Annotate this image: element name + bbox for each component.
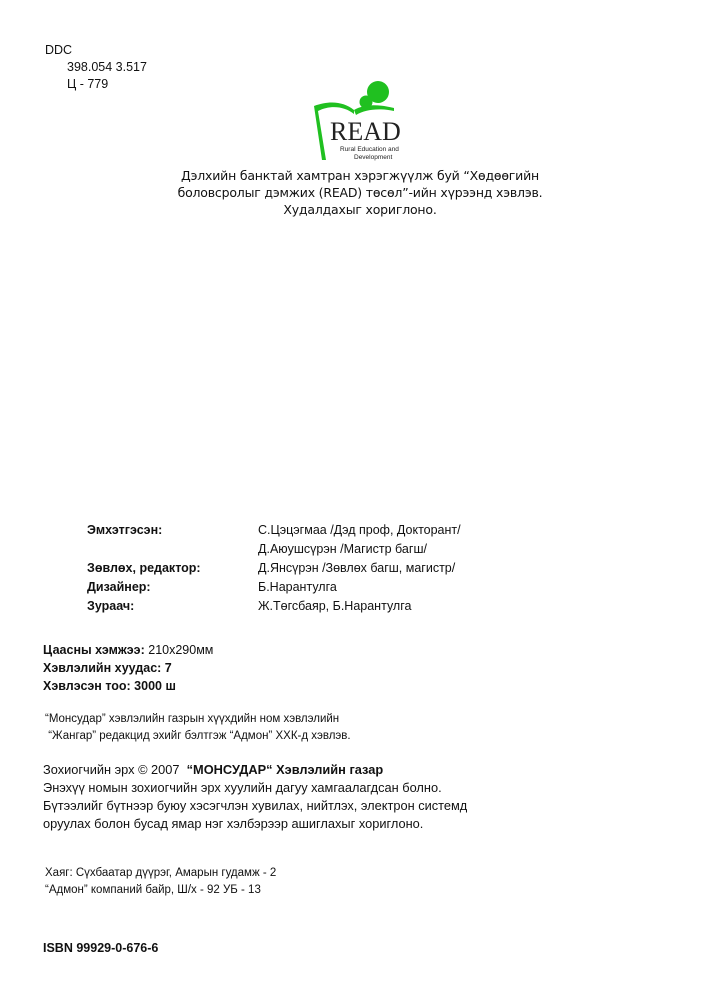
ddc-label: DDC [45, 43, 73, 57]
sponsor-line-3: Худалдахыг хориглоно. [283, 202, 437, 217]
credit-row [87, 540, 461, 559]
paper-size [43, 641, 213, 659]
credit-label: Зөвлөх, редактор: [87, 561, 201, 575]
credit-label: Дизайнер: [87, 580, 151, 594]
logo-subtitle-1: Rural Education and [340, 146, 399, 153]
credit-label [87, 540, 258, 559]
copyright-block [43, 761, 467, 833]
sponsor-line-1: Дэлхийн банктай хамтран хэрэгжүүлж буй “Хөдөөгийн [181, 168, 539, 183]
paper-size-value: 210x290мм [144, 643, 214, 657]
sponsor-line-2: боловсролыг дэмжих (READ) төсөл”-ийн хүрээнд хэвлэв. [177, 185, 543, 200]
credit-label: Зураач: [87, 599, 135, 613]
isbn: ISBN 99929-0-676-6 [43, 941, 159, 955]
address-block [45, 865, 276, 899]
credit-row [87, 597, 461, 616]
ddc-block [45, 42, 147, 93]
credit-row [87, 521, 461, 540]
copyright-prefix: Зохиогчийн эрх © 2007 [43, 762, 187, 777]
credits-block [87, 521, 461, 616]
paper-size-label: Цаасны хэмжээ: [43, 643, 145, 657]
copyright-line-3: Бүтээлийг бүтнээр буюу хэсэгчлэн хувилах, нийтлэх, электрон системд [43, 798, 468, 813]
credit-value: Д.Янсүрэн /Зөвлөх багш, магистр/ [258, 561, 456, 575]
credit-value: Д.Аюушсүрэн /Магистр багш/ [258, 542, 427, 556]
copyright-line-1 [43, 761, 467, 779]
address-line-1: Хаяг: Сүхбаатар дүүрэг, Амарын гудамж - 2 [45, 867, 277, 879]
credit-value: Ж.Төгсбаяр, Б.Нарантулга [258, 599, 412, 613]
print-run: Хэвлэсэн тоо: 3000 ш [43, 679, 176, 693]
copyright-publisher: “МОНСУДАР“ Хэвлэлийн газар [186, 762, 384, 777]
address-line-2: “Адмон” компаний байр, Ш/х - 92 УБ - 13 [45, 884, 261, 896]
credit-row [87, 559, 461, 578]
copyright-line-4: оруулах болон бусад ямар нэг хэлбэрээр ашиглахыг хориглоно. [43, 816, 424, 831]
publisher-line-1: “Монсудар” хэвлэлийн газрын хүүхдийн ном хэвлэлийн [45, 713, 340, 725]
credit-row [87, 578, 461, 597]
copyright-line-2: Энэхүү номын зохиогчийн эрх хуулийн дагуу хамгаалагдсан болно. [43, 780, 442, 795]
ddc-number: 398.054 3.517 [67, 60, 147, 74]
sponsor-note [150, 167, 570, 218]
logo-text: READ [330, 117, 401, 146]
credit-value: С.Цэцэгмаа /Дэд проф, Докторант/ [258, 523, 461, 537]
credit-label: Эмхэтгэсэн: [87, 523, 163, 537]
publisher-line-2: “Жангар” редакцид эхийг бэлтгэж “Адмон” ХХК-д хэвлэв. [45, 730, 351, 742]
print-specs [43, 641, 213, 695]
printed-pages: Хэвлэлийн хуудас: 7 [43, 661, 172, 675]
publisher-note [45, 711, 351, 745]
read-logo [310, 78, 420, 168]
logo-subtitle-2: Development [354, 154, 393, 161]
ddc-code: Ц - 779 [67, 77, 109, 91]
credit-value: Б.Нарантулга [258, 580, 337, 594]
